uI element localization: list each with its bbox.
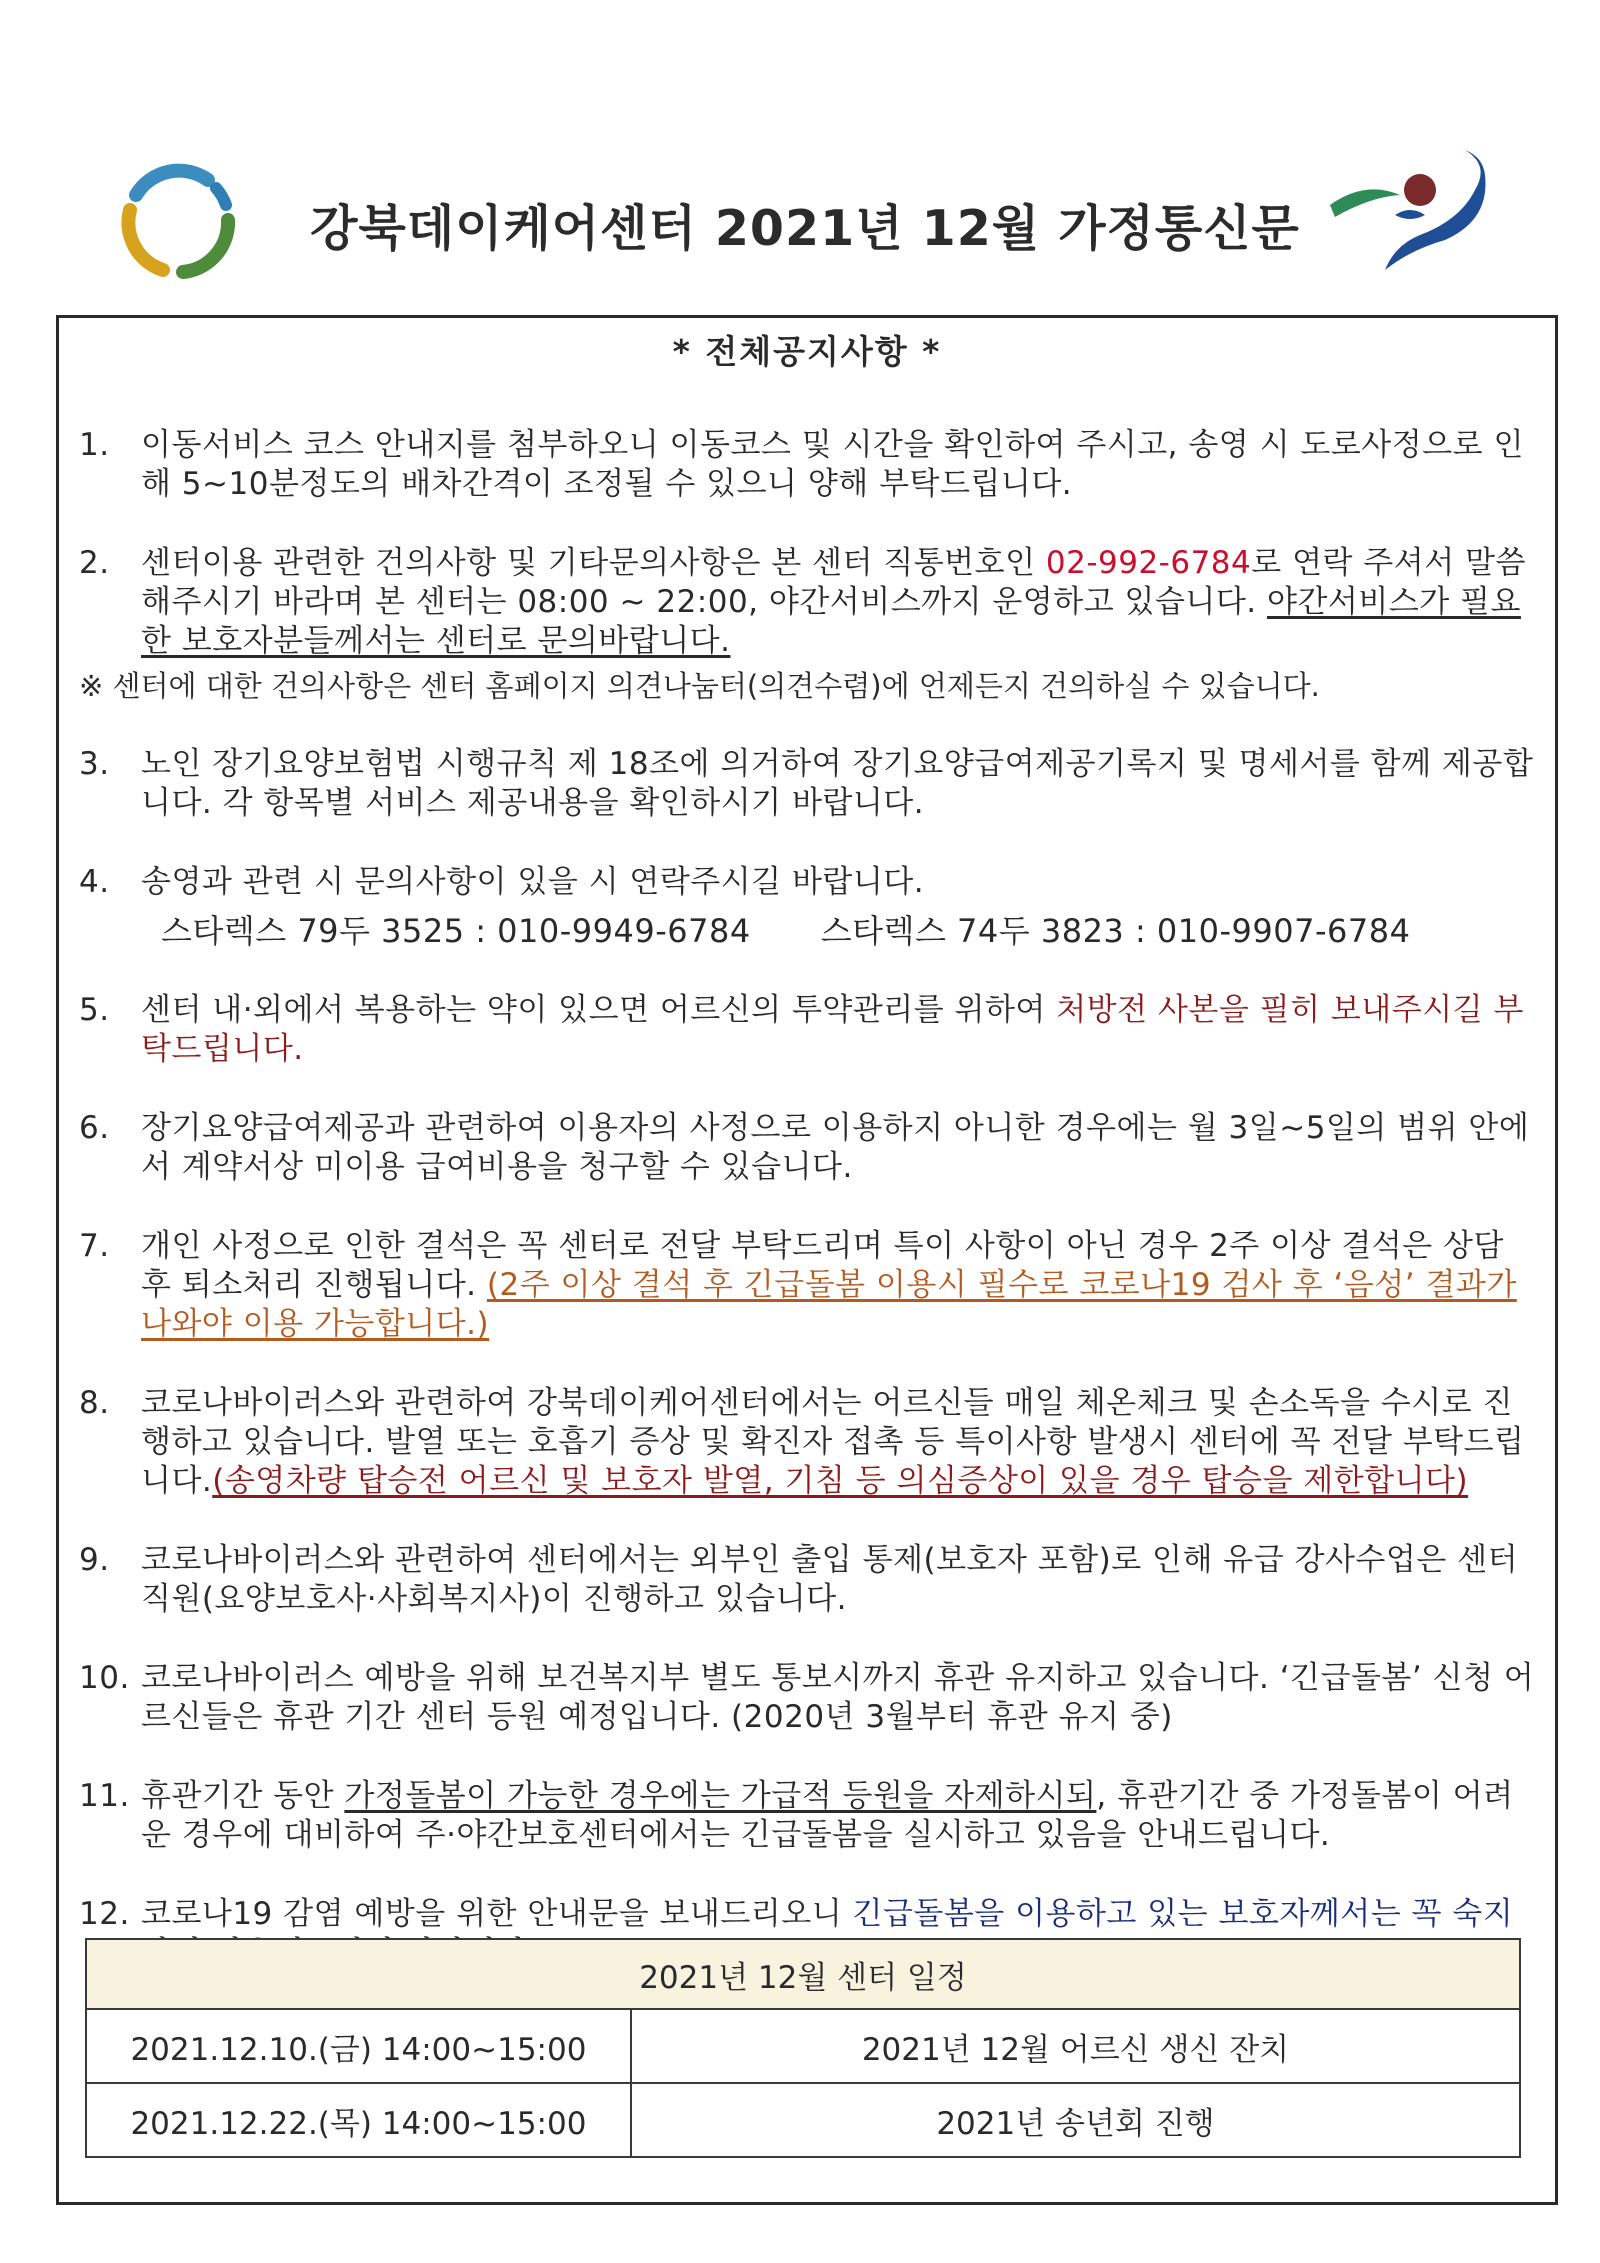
item-text: , 휴관기간 중 가정돌봄이 어려운 경우에 대비하여 주·야간보호센터에서는 긴급돌봄을 실시하고 있음을 안내드립니다.	[141, 1778, 1514, 1853]
notice-note: ※ 센터에 대한 건의사항은 센터 홈페이지 의견나눔터(의견수렴)에 언제든지 건의하실 수 있습니다.	[79, 669, 1320, 703]
section-title: * 전체공지사항 *	[672, 332, 942, 371]
item-text: 처방전 사본을 필히 보내주시길 부탁드립니다.	[141, 992, 1524, 1067]
notice-list	[79, 426, 1539, 2013]
vehicle-contact: 스타렉스 74두 3823 : 010-9907-6784	[820, 912, 1411, 950]
table-row	[86, 2083, 1520, 2157]
item-text: 야간서비스가 필요한 보호자분들께서는 센터로 문의바랍니다.	[141, 584, 1521, 659]
header	[0, 140, 1600, 290]
list-item	[79, 745, 1539, 823]
item-text: (송영차량 탑승전 어르신 및 보호자 발열, 기침 등 의심증상이 있을 경우 탑승을 제한합니다)	[212, 1463, 1469, 1499]
list-item	[79, 1227, 1539, 1344]
notice-frame	[56, 315, 1558, 2205]
item-number: 11.	[79, 1778, 130, 1814]
schedule-date: 2021.12.10.(금) 14:00~15:00	[86, 2009, 631, 2083]
item-text: 센터 내·외에서 복용하는 약이 있으면 어르신의 투약관리를 위하여	[141, 992, 1057, 1028]
item-text: 로 연락 주셔서 말씀해주시기 바라며 본 센터는 08:00 ~ 22:00, 야간서비스까지 운영하고 있습니다.	[141, 545, 1526, 620]
item-text: (2주 이상 결석 후 긴급돌봄 이용시 필수로 코로나19 검사 후 ‘음성’ 결과가 나와야 이용 가능합니다.)	[141, 1267, 1517, 1342]
item-text: 가정돌봄이 가능한 경우에는 가급적 등원을 자제하시되	[344, 1778, 1097, 1814]
schedule-header-row	[86, 1939, 1520, 2009]
item-text: 노인 장기요양보험법 시행규칙 제 18조에 의거하여 장기요양급여제공기록지 및 명세서를 함께 제공합니다. 각 항목별 서비스 제공내용을 확인하시기 바랍니다.	[141, 746, 1534, 821]
schedule-title: 2021년 12월 센터 일정	[86, 1939, 1520, 2009]
item-text: 02-992-6784	[1045, 545, 1252, 581]
item-text: 코로나19 감염 예방을 위한 안내문을 보내드리오니	[141, 1896, 853, 1932]
item-text: 코로나바이러스와 관련하여 강북데이케어센터에서는 어르신들 매일 체온체크 및 손소독을 수시로 진행하고 있습니다. 발열 또는 호흡기 증상 및 확진자 접촉 등 특이사항 발생시 센터에 꼭 전달 부탁드립니다.	[141, 1385, 1525, 1499]
list-item	[79, 1109, 1539, 1187]
district-logo-icon	[1325, 145, 1500, 280]
item-text: 코로나바이러스 예방을 위해 보건복지부 별도 통보시까지 휴관 유지하고 있습니다. ‘긴급돌봄’ 신청 어르신들은 휴관 기간 센터 등원 예정입니다. (2020년 3월부터 휴관 유지 중)	[141, 1660, 1535, 1735]
item-text: 이동서비스 코스 안내지를 첨부하오니 이동코스 및 시간을 확인하여 주시고, 송영 시 도로사정으로 인해 5~10분정도의 배차간격이 조정될 수 있으니 양해 부탁드립니다.	[141, 427, 1524, 502]
table-row	[86, 2009, 1520, 2083]
item-text: 송영과 관련 시 문의사항이 있을 시 연락주시길 바랍니다.	[141, 864, 925, 900]
item-number: 6.	[79, 1110, 110, 1146]
item-number: 4.	[79, 864, 110, 900]
item-number: 3.	[79, 746, 110, 782]
item-text: 개인 사정으로 인한 결석은 꼭 센터로 전달 부탁드리며 특이 사항이 아닌 경우 2주 이상 결석은 상담 후 퇴소처리 진행됩니다.	[141, 1228, 1504, 1303]
list-item	[79, 1541, 1539, 1619]
list-item	[79, 1384, 1539, 1501]
list-item	[79, 544, 1539, 661]
schedule-table	[85, 1938, 1521, 2158]
schedule-date: 2021.12.22.(목) 14:00~15:00	[86, 2083, 631, 2157]
list-item	[79, 1659, 1539, 1737]
item-number: 10.	[79, 1660, 130, 1696]
center-logo-icon	[108, 150, 248, 290]
list-item	[79, 991, 1539, 1069]
vehicle-contact: 스타렉스 79두 3525 : 010-9949-6784	[161, 912, 751, 950]
item-text: 장기요양급여제공과 관련하여 이용자의 사정으로 이용하지 아니한 경우에는 월 3일~5일의 범위 안에서 계약서상 미이용 급여비용을 청구할 수 있습니다.	[141, 1110, 1530, 1185]
item-text: 휴관기간 동안	[141, 1778, 345, 1814]
item-number: 2.	[79, 545, 110, 581]
vehicle-contacts	[141, 912, 1539, 951]
list-item	[79, 426, 1539, 504]
list-item	[79, 1777, 1539, 1855]
item-number: 5.	[79, 992, 110, 1028]
item-text: 코로나바이러스와 관련하여 센터에서는 외부인 출입 통제(보호자 포함)로 인해 유급 강사수업은 센터 직원(요양보호사·사회복지사)이 진행하고 있습니다.	[141, 1542, 1519, 1617]
item-text: 긴급돌봄을 이용하고 있는 보호자께서는 꼭 숙지	[852, 1896, 1514, 1932]
schedule-event: 2021년 송년회 진행	[631, 2083, 1520, 2157]
item-number: 9.	[79, 1542, 110, 1578]
page-title: 강북데이케어센터 2021년 12월 가정통신문	[310, 200, 1300, 257]
list-item	[79, 863, 1539, 951]
item-number: 1.	[79, 427, 110, 463]
schedule-event: 2021년 12월 어르신 생신 잔치	[631, 2009, 1520, 2083]
item-number: 12.	[79, 1896, 130, 1932]
item-text: 센터이용 관련한 건의사항 및 기타문의사항은 본 센터 직통번호인	[141, 545, 1046, 581]
item-number: 8.	[79, 1385, 110, 1421]
item-number: 7.	[79, 1228, 110, 1264]
